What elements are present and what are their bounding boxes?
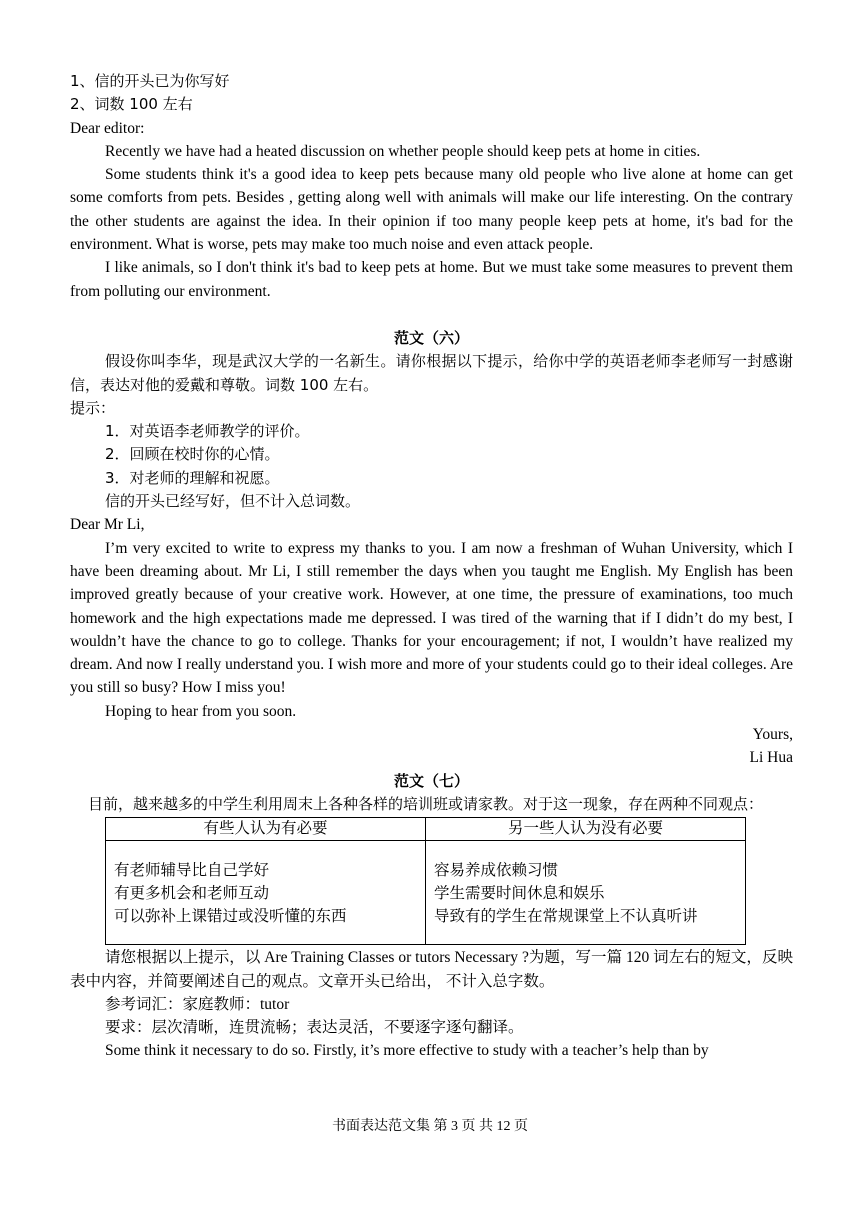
letter-body: I’m very excited to write to express my thanks to you. I am now a freshman of Wuhan University, which I have been dreaming about. Mr Li, I still remember the days when you taught me English. My English has been improved greatly because of your creative work. However, at one time, the pressure of examinations, too much homework and the high expectations made me depressed. I was tired of the warning that if I didn’t do my best, I wouldn’t have the chance to go to college. Thanks for your encouragement; if not, I wouldn’t have realized my dream. And now I really understand you. I wish more and more of your students could go to their ideal colleges. Are you still so busy? How I miss you! — [70, 539, 793, 697]
letter-salutation-2: Dear Mr Li, — [70, 516, 145, 534]
list-item: 学生需要时间休息和娱乐 — [434, 885, 605, 903]
hint-3: 3．对老师的理解和祝愿。 — [105, 468, 280, 487]
section-7-requirement: 要求：层次清晰，连贯流畅；表达灵活，不要逐字逐句翻译。 — [105, 1019, 524, 1037]
table-cell-necessary — [106, 841, 426, 945]
section-7-vocab: 参考词汇：家庭教师：tutor — [105, 995, 290, 1013]
list-item: 有更多机会和老师互动 — [114, 885, 270, 903]
section-7-title: 范文（七） — [393, 771, 469, 790]
hint-1: 1．对英语李老师教学的评价。 — [105, 422, 310, 441]
list-item: 可以弥补上课错过或没听懂的东西 — [114, 908, 347, 926]
section-7-instruction: 请您根据以上提示，以 Are Training Classes or tutors Necessary ?为题，写一篇 120 词左右的短文，反映表中内容，并简要阐述自己的观点。文章开头已给出， 不计入总字数。 — [70, 949, 793, 990]
table-header-unnecessary: 另一些人认为没有必要 — [426, 818, 746, 841]
page-footer: 书面表达范文集 第 3 页 共 12 页 — [332, 1119, 528, 1134]
section-6-note: 信的开头已经写好，但不计入总词数。 — [105, 492, 361, 511]
list-item: 有老师辅导比自己学好 — [114, 862, 270, 880]
table-cell-unnecessary — [426, 841, 746, 945]
table-header-necessary: 有些人认为有必要 — [106, 818, 426, 841]
list-item: 导致有的学生在常规课堂上不认真听讲 — [434, 908, 698, 926]
paragraph-1: Recently we have had a heated discussion on whether people should keep pets at home in cities. — [105, 142, 701, 160]
note-2: 2、词数 100 左右 — [70, 95, 193, 114]
table-header-row — [106, 818, 746, 841]
section-7-answer-start: Some think it necessary to do so. Firstly, it’s more effective to study with a teacher’s help than by — [105, 1042, 709, 1060]
letter-signoff: Yours, — [752, 726, 793, 744]
section-gap — [70, 303, 793, 327]
letter-signature: Li Hua — [749, 749, 793, 767]
table-row — [106, 841, 746, 945]
paragraph-3: I like animals, so I don't think it's bad to keep pets at home. But we must take some measures to prevent them from polluting our environment. — [70, 259, 793, 300]
hint-2: 2．回顾在校时你的心情。 — [105, 445, 280, 464]
note-1: 1、信的开头已为你写好 — [70, 72, 230, 90]
opinions-table — [105, 817, 746, 945]
section-7-intro: 目前，越来越多的中学生利用周末上各种各样的培训班或请家教。对于这一现象，存在两种不同观点： — [88, 794, 764, 813]
document-page — [70, 70, 793, 1063]
paragraph-2: Some students think it's a good idea to keep pets because many old people who live alone at home can get some comforts from pets. Besides , getting along well with animals will make our life interesting. On the contrary the other students are against the idea. In their opinion if too many people keep pets at home, it's bad for the environment. What is worse, pets may make too much noise and even attack people. — [70, 166, 793, 254]
section-6-prompt: 假设你叫李华，现是武汉大学的一名新生。请你根据以下提示，给你中学的英语老师李老师写一封感谢信，表达对他的爱戴和尊敬。词数 100 左右。 — [70, 352, 793, 394]
letter-salutation: Dear editor: — [70, 119, 145, 137]
section-6-title: 范文（六） — [393, 328, 469, 347]
list-item: 容易养成依赖习惯 — [434, 862, 559, 880]
hints-label: 提示： — [70, 398, 116, 417]
letter-closing-line: Hoping to hear from you soon. — [105, 702, 297, 720]
